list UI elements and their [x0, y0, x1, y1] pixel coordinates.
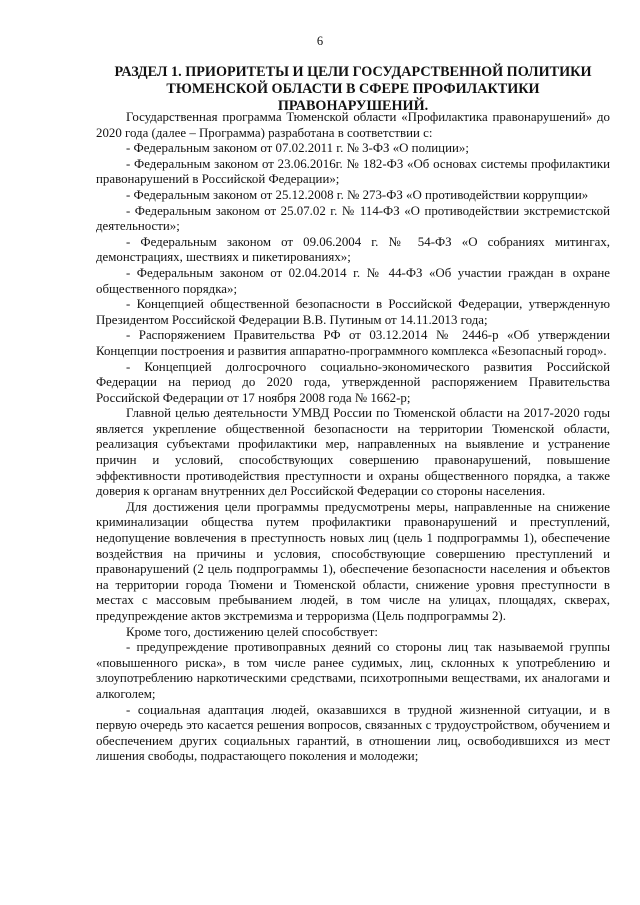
paragraph-social-adaptation: - социальная адаптация людей, оказавшихся в трудной жизненной ситуации, и в первую очередь это касается решения вопросов, связанных с трудоустройством, обучением и обеспечением других социальных гарантий, в отношении лиц, освободившихся из мест лишения свободы, подрастающего поколения и молодежи;: [96, 702, 610, 764]
paragraph-concept-security: - Концепцией общественной безопасности в Российской Федерации, утвержденную Президентом Российской Федерации В.В. Путиным от 14.11.2013 года;: [96, 297, 610, 327]
paragraph-concept-development: - Концепцией долгосрочного социально-экономического развития Российской Федерации на период до 2020 года, утвержденной распоряжением Правительства Российской Федерации от 17 ноября 2008 года № 1662-р;: [96, 359, 610, 405]
paragraph-also: Кроме того, достижению целей способствует:: [126, 624, 379, 639]
paragraph-risk-groups: - предупреждение противоправных деяний со стороны лиц так называемой группы «повышенного риска», в том числе ранее судимых, лиц, склонных к употреблению и злоупотреблению наркотическими средствами, психотропными веществами, их аналогами и алкоголем;: [96, 640, 610, 701]
document-body: [96, 110, 610, 765]
paragraph-law-police: - Федеральным законом от 07.02.2011 г. № 3-ФЗ «О полиции»;: [126, 141, 469, 156]
section-heading-line-2: ТЮМЕНСКОЙ ОБЛАСТИ В СФЕРЕ ПРОФИЛАКТИКИ ПРАВОНАРУШЕНИЙ.: [166, 81, 540, 114]
page-number: 6: [316, 34, 324, 48]
section-heading-line-1: РАЗДЕЛ 1. ПРИОРИТЕТЫ И ЦЕЛИ ГОСУДАРСТВЕННОЙ ПОЛИТИКИ: [114, 64, 592, 80]
paragraph-law-assemblies: - Федеральным законом от 09.06.2004 г. № 54-ФЗ «О собраниях митингах, демонстрациях, шествиях и пикетированиях»;: [96, 234, 610, 265]
paragraph-law-prevention: - Федеральным законом от 23.06.2016г. № 182-ФЗ «Об основах системы профилактики правонарушений в Российской Федерации»;: [96, 156, 610, 187]
paragraph-main-goal: Главной целью деятельности УМВД России по Тюменской области на 2017-2020 годы является укрепление общественной безопасности на территории Тюменской области, реализация субъектами профилактики мер, направленных на выявление и устранение причин и условий, способствующих совершению правонарушений, повышение эффективности противодействия преступности и охраны общественного порядка, а также доверия к органам внутренних дел Российской Федерации со стороны населения.: [96, 406, 610, 499]
paragraph-law-corruption: - Федеральным законом от 25.12.2008 г. № 273-ФЗ «О противодействии коррупции»: [126, 187, 589, 202]
paragraph-law-citizens: - Федеральным законом от 02.04.2014 г. № 44-ФЗ «Об участии граждан в охране общественного порядка»;: [96, 265, 610, 296]
paragraph-measures: Для достижения цели программы предусмотрены меры, направленные на снижение криминализации общества путем профилактики правонарушений и преступлений, недопущение вовлечения в преступность новых лиц (цель 1 подпрограммы 1), обеспечение воздействия на причины и условия, способствующие совершению преступлений и правонарушений (2 цель подпрограммы 1), обеспечение безопасности населения и объектов на территории города Тюмени и Тюменской области, снижение уровня преступности в местах с массовым пребыванием людей, в том числе на улицах, площадях, скверах, предупреждение актов экстремизма и терроризма (Цель подпрограммы 2).: [96, 499, 610, 623]
paragraph-intro: Государственная программа Тюменской области «Профилактика правонарушений» до 2020 года (далее – Программа) разработана в соответствии с:: [96, 110, 610, 140]
paragraph-law-extremism: - Федеральным законом от 25.07.02 г. № 114-ФЗ «О противодействии экстремистской деятельности»;: [96, 203, 610, 234]
paragraph-order-safe-city: - Распоряжением Правительства РФ от 03.12.2014 № 2446-р «Об утверждении Концепции построения и развития аппаратно-программного комплекса «Безопасный город».: [96, 328, 610, 358]
section-heading: [96, 64, 610, 115]
